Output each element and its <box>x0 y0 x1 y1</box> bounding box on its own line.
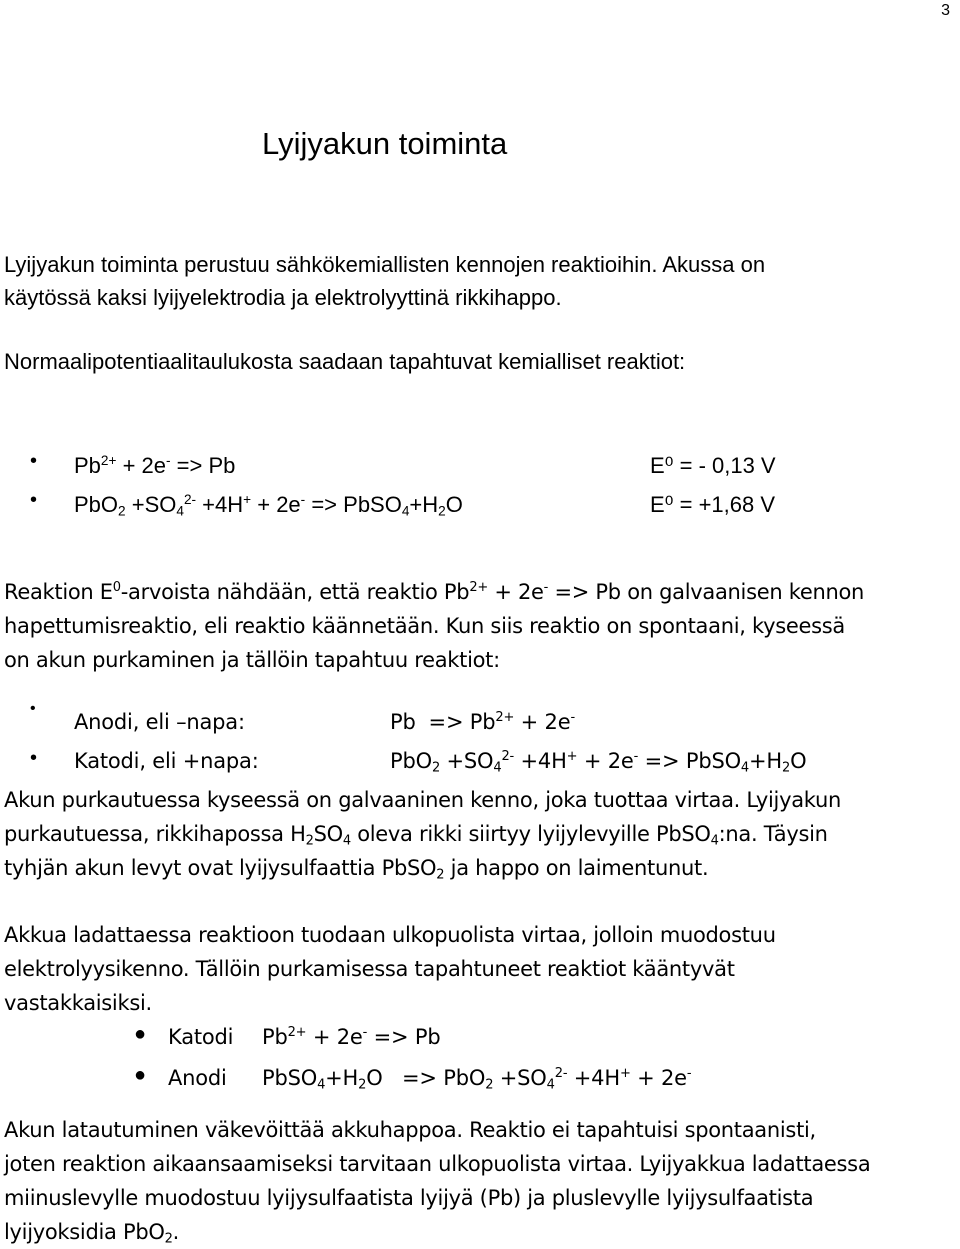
discharge-explanation-line-1: Akun purkautuessa kyseessä on galvaaninen kenno, joka tuottaa virtaa. Lyijyakun <box>4 788 842 812</box>
intro-line-2: käytössä kaksi lyijyelektrodia ja elektrolyyttinä rikkihappo. <box>4 285 562 310</box>
discharge-line-1: Reaktion $E^0$-arvoista nähdään, että reaktio $Pb^{2+} + 2e^- => Pb$ on galvaanisen kennon <box>4 580 865 604</box>
cathode-label: Katodi, eli +napa: <box>74 749 259 773</box>
discharge-paragraph <box>4 575 864 677</box>
closing-line-1: Akun latautuminen väkevöittää akkuhappoa. Reaktio ei tapahtuisi spontaanisti, <box>4 1118 816 1142</box>
reaction-lead-dioxide-reduction: $PbO_2 +SO_4^{2-} +4H^+ + 2e^-$ => $PbSO_4+H_2O$ <box>74 491 463 519</box>
charge-anode-reaction: $PbSO_4+H_2O => PbO_2 +SO_4^{2-} +4H^+ + 2e^-$ <box>262 1066 692 1093</box>
closing-line-2: joten reaktion aikaansaamiseksi tarvitaan ulkopuolista virtaa. Lyijyakkua ladattaessa <box>4 1152 871 1176</box>
anode-label: Anodi, eli –napa: <box>74 710 245 734</box>
discharge-explanation <box>4 783 841 885</box>
anode-reaction: $Pb => Pb^{2+} + 2e^-$ <box>390 710 575 734</box>
reaction-1-potential: E⁰ = - 0,13 V <box>650 453 776 478</box>
page-title: Lyijyakun toiminta <box>262 126 508 161</box>
reaction-lead-reduction: $Pb^{2+} + 2e^- => Pb$ <box>74 452 236 478</box>
bullet-icon: ● <box>134 1064 147 1086</box>
bullet-icon: ● <box>134 1023 147 1045</box>
page-number: 3 <box>941 2 950 19</box>
discharge-line-2: hapettumisreaktio, eli reaktio käännetään. Kun siis reaktio on spontaani, kyseessä <box>4 614 845 638</box>
closing-line-4: lyijyoksidia PbO$_2$. <box>4 1220 179 1247</box>
intro-line-1: Lyijyakun toiminta perustuu sähkökemiallisten kennojen reaktioihin. Akussa on <box>4 252 766 277</box>
charge-line-3: vastakkaisiksi. <box>4 991 152 1015</box>
closing-line-3: miinuslevylle muodostuu lyijysulfaatista lyijyä (Pb) ja pluslevylle lyijysulfaatista <box>4 1186 814 1210</box>
intro-paragraph <box>4 248 765 314</box>
bullet-icon: • <box>30 747 38 769</box>
closing-paragraph <box>4 1113 870 1249</box>
discharge-line-3: on akun purkaminen ja tällöin tapahtuu reaktiot: <box>4 648 500 672</box>
charge-paragraph <box>4 918 776 1020</box>
cathode-reaction: $PbO_2 +SO_4^{2-} +4H^+ + 2e^-$ => $PbSO_4+H_2O$ <box>390 749 807 776</box>
charge-cathode-label: Katodi <box>168 1025 234 1049</box>
charge-line-1: Akkua ladattaessa reaktioon tuodaan ulkopuolista virtaa, jolloin muodostuu <box>4 923 776 947</box>
intro-line-3: Normaalipotentiaalitaulukosta saadaan tapahtuvat kemialliset reaktiot: <box>4 349 686 374</box>
charge-cathode-reaction: $Pb^{2+} + 2e^- => Pb$ <box>262 1025 441 1049</box>
discharge-explanation-line-3: tyhjän akun levyt ovat lyijysulfaattia PbSO$_2$ ja happo on laimentunut. <box>4 856 709 883</box>
bullet-icon: • <box>30 450 38 472</box>
charge-line-2: elektrolyysikenno. Tällöin purkamisessa tapahtuneet reaktiot kääntyvät <box>4 957 735 981</box>
reaction-2-potential: E⁰ = +1,68 V <box>650 492 776 517</box>
charge-anode-label: Anodi <box>168 1066 227 1090</box>
bullet-icon: • <box>30 700 36 717</box>
discharge-explanation-line-2: purkautuessa, rikkihapossa $H_2SO_4$ oleva rikki siirtyy lyijylevyille PbSO$_4$:na. Täysin <box>4 822 828 849</box>
bullet-icon: • <box>30 489 38 511</box>
